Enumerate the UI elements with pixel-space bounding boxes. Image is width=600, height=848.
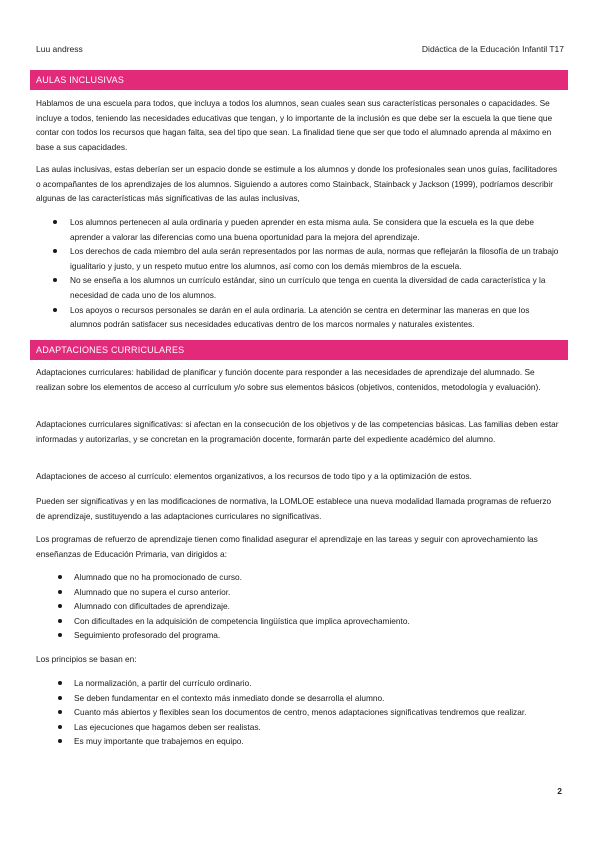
paragraph: Los programas de refuerzo de aprendizaje tienen como finalidad asegurar el aprendizaje en las tareas y seguir con aprovechamiento las enseñanzas de Educación Primaria, van dirigidos a: (36, 534, 538, 559)
list-item: Cuanto más abiertos y flexibles sean los documentos de centro, menos adaptaciones significativas tendremos que realizar. (36, 705, 562, 720)
bullet-icon (58, 710, 62, 714)
bullet-icon (58, 604, 62, 608)
page-number: 2 (557, 786, 562, 796)
section1-paragraph-1 (36, 96, 562, 154)
list-item: Seguimiento profesorado del programa. (36, 628, 562, 643)
bullet-icon (58, 633, 62, 637)
bullet-icon (58, 681, 62, 685)
section2-paragraph-1 (36, 365, 562, 394)
bullet-icon (58, 725, 62, 729)
paragraph: Adaptaciones curriculares significativas: si afectan en la consecución de los objetivos y de las competencias básicas. Las familias deben estar informadas y autorizarlas, y se concretan en la programación docente, formarán parte del expediente académico del alumno. (36, 419, 559, 444)
section2-paragraph-5 (36, 532, 562, 561)
list-item: Con dificultades en la adquisición de competencia lingüística que implica aprovechamiento. (36, 614, 562, 629)
paragraph: Pueden ser significativas y en las modificaciones de normativa, la LOMLOE establece una nueva modalidad llamada programas de refuerzo de aprendizaje, sustituyendo a las adaptaciones curriculares no significativas. (36, 496, 552, 521)
header-course-title: Didáctica de la Educación Infantil T17 (421, 44, 564, 54)
header-author: Luu andress (36, 44, 83, 54)
bullet-icon (53, 249, 57, 253)
list-item: Alumnado que no ha promocionado de curso. (36, 570, 562, 585)
list-item: Las ejecuciones que hagamos deben ser realistas. (36, 720, 562, 735)
paragraph: Adaptaciones curriculares: habilidad de planificar y función docente para responder a las necesidades de aprendizaje del alumnado. Se realizan sobre los elementos de acceso al currículum y/o sobre sus elementos básicos (objetivos, contenidos, metodología y evaluación). (36, 367, 541, 392)
paragraph: Los principios se basan en: (36, 654, 137, 664)
list-item: No se enseña a los alumnos un currículo estándar, sino un currículo que tenga en cuenta la diversidad de cada característica y la necesidad de cada uno de los alumnos. (52, 273, 562, 302)
bullet-icon (53, 220, 57, 224)
bullet-icon (58, 590, 62, 594)
bullet-icon (53, 278, 57, 282)
bullet-icon (58, 739, 62, 743)
section2-paragraph-2 (36, 417, 562, 446)
bullet-icon (53, 308, 57, 312)
list-item: Los derechos de cada miembro del aula serán representados por las normas de aula, normas que reflejarán la filosofía de un trabajo igualitario y justo, y un respeto mutuo entre los alumnos, así como con los demás miembros de la escuela. (52, 244, 562, 273)
bullet-icon (58, 696, 62, 700)
section1-paragraph-2 (36, 162, 562, 206)
section2-paragraph-4 (36, 494, 562, 523)
bullet-icon (58, 619, 62, 623)
bullet-icon (58, 575, 62, 579)
list-item: La normalización, a partir del currículo ordinario. (36, 676, 562, 691)
list-item: Los alumnos pertenecen al aula ordinaria y pueden aprender en esta misma aula. Se considera que la escuela es la que debe aprender a valorar las diferencias como una buena oportunidad para la mejora del aprendizaje. (52, 215, 562, 244)
section-heading-adaptaciones-curriculares: ADAPTACIONES CURRICULARES (30, 340, 568, 360)
paragraph: Adaptaciones de acceso al currículo: elementos organizativos, a los recursos de todo tipo y a la optimización de estos. (36, 471, 472, 481)
paragraph: Las aulas inclusivas, estas deberían ser un espacio donde se estimule a los alumnos y donde los profesionales sean unos guías, facilitadores o acompañantes de los aprendizajes de los alumnos. Siguiendo a autores como Stainback, Stainback y Jackson (1999), podríamos describir algunas de las características más significativas de las aulas inclusivas, (36, 164, 558, 204)
list-item: Alumnado con dificultades de aprendizaje. (36, 599, 562, 614)
list-item: Es muy importante que trabajemos en equipo. (36, 734, 562, 749)
list-item: Se deben fundamentar en el contexto más inmediato donde se desarrolla el alumno. (36, 691, 562, 706)
list-item: Alumnado que no supera el curso anterior. (36, 585, 562, 600)
target-groups-list (36, 570, 562, 643)
principles-list (36, 676, 562, 749)
list-item: Los apoyos o recursos personales se darán en el aula ordinaria. La atención se centra en determinar las maneras en que los alumnos podrán satisfacer sus necesidades educativas dentro de los marcos normales y naturales existentes. (52, 303, 562, 332)
section2-paragraph-3 (36, 469, 562, 484)
section-heading-aulas-inclusivas: AULAS INCLUSIVAS (30, 70, 568, 90)
paragraph: Hablamos de una escuela para todos, que incluya a todos los alumnos, sean cuales sean sus características personales o capacidades. Se incluye a todos, teniendo las necesidades educativas que tengan, y lo importante de la inclusión es que debe ser la escuela la que tiene que contar con todos los recursos que hagan falta, sea del tipo que sean. La finalidad tiene que ser que todo el alumnado aprenda al máximo en base a sus capacidades. (36, 98, 553, 152)
section1-bullet-list (52, 215, 562, 332)
section2-paragraph-6 (36, 652, 562, 667)
